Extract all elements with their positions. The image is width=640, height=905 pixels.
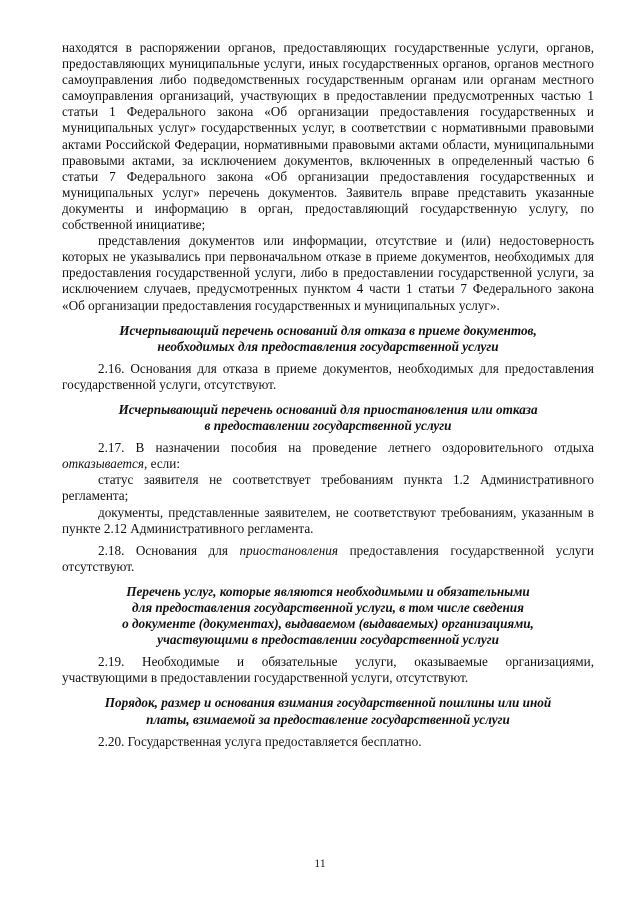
text-run: , если:	[144, 456, 180, 472]
page-number: 11	[314, 856, 326, 870]
text-run: предоставления государственной услуги отсутствуют.	[62, 542, 594, 574]
paragraph-2-19: 2.19. Необходимые и обязательные услуги, оказываемые организациями, участвующими в предоставлении государственной услуги, отсутствуют.	[62, 654, 594, 686]
paragraph-2-20: 2.20. Государственная услуга предоставляется бесплатно.	[98, 733, 422, 749]
heading-line: необходимых для предоставления государственной услуги	[157, 338, 499, 354]
emphasis-text: отказывается	[62, 456, 145, 472]
heading-line: о документе (документах), выдаваемом (выдаваемых) организациями,	[122, 616, 534, 632]
paragraph-documents-info: представления документов или информации, отсутствие и (или) недостоверность которых не указывались при первоначальном отказе в приеме документов, необходимых для предоставления государственной услуги, либо в предоставлении государственной услуги, за исключением случаев, предусмотренных пунктом 4 части 1 статьи 7 Федерального закона «Об организации предоставления государственных и муниципальных услуг».	[62, 233, 594, 313]
section-heading-fees	[62, 695, 594, 727]
heading-line: Порядок, размер и основания взимания государственной пошлины или иной	[104, 695, 552, 711]
paragraph-documents-requirement: документы, представленные заявителем, не соответствуют требованиям, указанным в пункте 2.12 Административного регламента.	[62, 504, 594, 536]
section-heading-refusal-acceptance	[62, 323, 594, 355]
heading-line: Исчерпывающий перечень оснований для приостановления или отказа	[118, 401, 538, 417]
heading-line: Исчерпывающий перечень оснований для отказа в приеме документов,	[119, 322, 537, 338]
heading-line: участвующими в предоставлении государственной услуги	[157, 632, 499, 648]
paragraph-2-18	[62, 543, 594, 575]
text-run: 2.18. Основания для	[98, 542, 240, 558]
heading-line: для предоставления государственной услуги, в том числе сведения	[132, 600, 524, 615]
paragraph-continuation: находятся в распоряжении органов, предоставляющих государственные услуги, органов, предоставляющих муниципальные услуги, иных государственных органов, органов местного самоуправления либо подведомственных государственным органам или органам местного самоуправления организаций, участвующих в предоставлении предусмотренных частью 1 статьи 1 Федерального закона «Об организации предоставления государственных и муниципальных услуг» государственных услуг, в соответствии с нормативными правовыми актами Российской Федерации, нормативными правовыми актами области, муниципальными правовыми актами, за исключением документов, включенных в определенный частью 6 статьи 7 Федерального закона «Об организации предоставления государственных и муниципальных услуг» перечень документов. Заявитель вправе представить указанные документы и информацию в орган, предоставляющий государственную услугу, по собственной инициативе;	[62, 40, 594, 233]
text-run: 2.17. В назначении пособия на проведение летнего оздоровительного отдыха	[98, 440, 594, 456]
emphasis-text: приостановления	[239, 542, 339, 558]
heading-line: в предоставлении государственной услуги	[204, 418, 452, 434]
document-page	[62, 40, 594, 750]
paragraph-status-requirement: статус заявителя не соответствует требованиям пункта 1.2 Административного регламента;	[62, 472, 594, 504]
paragraph-2-17	[62, 440, 594, 472]
section-heading-suspension-refusal	[62, 402, 594, 434]
paragraph-2-16: 2.16. Основания для отказа в приеме документов, необходимых для предоставления государственной услуги, отсутствуют.	[62, 360, 594, 392]
section-heading-necessary-services	[62, 584, 594, 648]
heading-line: Перечень услуг, которые являются необходимыми и обязательными	[126, 583, 530, 599]
heading-line: платы, взимаемой за предоставление государственной услуги	[146, 711, 510, 727]
